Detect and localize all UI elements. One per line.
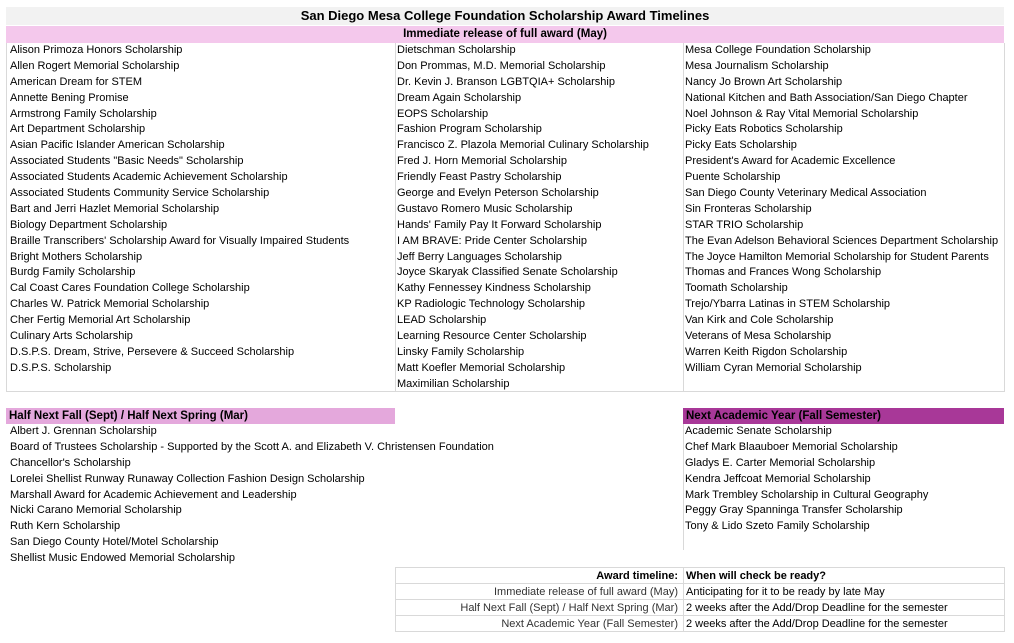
scholarship-item: Thomas and Frances Wong Scholarship [685, 266, 882, 279]
scholarship-item: National Kitchen and Bath Association/San Diego Chapter [685, 91, 968, 104]
grid-line [6, 43, 7, 391]
scholarship-item: Gustavo Romero Music Scholarship [397, 202, 573, 215]
scholarship-item: Gladys E. Carter Memorial Scholarship [685, 456, 876, 469]
scholarship-item: Jeff Berry Languages Scholarship [397, 250, 562, 263]
scholarship-item: STAR TRIO Scholarship [685, 218, 804, 231]
scholarship-item: Bart and Jerri Hazlet Memorial Scholarship [10, 202, 220, 215]
scholarship-item: Dr. Kevin J. Branson LGBTQIA+ Scholarship [397, 75, 615, 88]
scholarship-item: Shellist Music Endowed Memorial Scholarship [10, 552, 235, 565]
scholarship-item: LEAD Scholarship [397, 314, 487, 327]
legend-ready-cell: 2 weeks after the Add/Drop Deadline for the semester [686, 618, 948, 630]
grid-line [683, 43, 684, 391]
legend-table-right [686, 568, 948, 632]
scholarship-item: Lorelei Shellist Runway Runaway Collection Fashion Design Scholarship [10, 472, 365, 485]
scholarship-item: Don Prommas, M.D. Memorial Scholarship [397, 59, 606, 72]
scholarship-item: Maximilian Scholarship [397, 377, 510, 390]
scholarship-item: Learning Resource Center Scholarship [397, 330, 587, 343]
legend-timeline-cell: Next Academic Year (Fall Semester) [501, 618, 678, 630]
scholarship-item: Kendra Jeffcoat Memorial Scholarship [685, 472, 871, 485]
scholarship-item: San Diego County Hotel/Motel Scholarship [10, 536, 219, 549]
scholarship-item: Ruth Kern Scholarship [10, 520, 121, 533]
scholarship-item: Noel Johnson & Ray Vital Memorial Scholarship [685, 107, 919, 120]
immediate-release-header: Immediate release of full award (May) [6, 26, 1004, 43]
scholarship-item: William Cyran Memorial Scholarship [685, 361, 862, 374]
scholarship-item: Associated Students Academic Achievement Scholarship [10, 171, 288, 184]
scholarship-item: Kathy Fennessey Kindness Scholarship [397, 282, 591, 295]
scholarship-item: EOPS Scholarship [397, 107, 489, 120]
scholarship-item: Dietschman Scholarship [397, 44, 516, 56]
scholarship-item: Sin Fronteras Scholarship [685, 202, 812, 215]
scholarship-item: Alison Primoza Honors Scholarship [10, 44, 183, 56]
scholarship-item: Puente Scholarship [685, 171, 781, 184]
scholarship-item: Linsky Family Scholarship [397, 345, 525, 358]
scholarship-item: D.S.P.S. Scholarship [10, 361, 112, 374]
half-list [10, 424, 494, 567]
scholarship-item: Associated Students Community Service Scholarship [10, 187, 270, 200]
scholarship-item: Nancy Jo Brown Art Scholarship [685, 75, 843, 88]
scholarship-item: The Evan Adelson Behavioral Sciences Department Scholarship [685, 234, 999, 247]
legend-ready-cell: Anticipating for it to be ready by late May [686, 586, 885, 598]
scholarship-item: Picky Eats Scholarship [685, 139, 797, 152]
next-academic-year-header: Next Academic Year (Fall Semester) [683, 408, 1004, 424]
scholarship-item: Matt Koefler Memorial Scholarship [397, 361, 566, 374]
scholarship-item: Veterans of Mesa Scholarship [685, 330, 832, 343]
scholarship-item: Art Department Scholarship [10, 123, 146, 136]
scholarship-item: Warren Keith Rigdon Scholarship [685, 345, 848, 358]
scholarship-item: Asian Pacific Islander American Scholarship [10, 139, 225, 152]
grid-line [395, 43, 396, 391]
scholarship-item: President's Award for Academic Excellence [685, 155, 896, 168]
scholarship-item: Tony & Lido Szeto Family Scholarship [685, 520, 870, 533]
scholarship-item: Mark Trembley Scholarship in Cultural Geography [685, 488, 929, 501]
scholarship-item: Hands' Family Pay It Forward Scholarship [397, 218, 602, 231]
scholarship-item: Francisco Z. Plazola Memorial Culinary Scholarship [397, 139, 649, 152]
scholarship-item: Bright Mothers Scholarship [10, 250, 143, 263]
scholarship-item: Charles W. Patrick Memorial Scholarship [10, 298, 210, 311]
scholarship-item: Van Kirk and Cole Scholarship [685, 314, 834, 327]
scholarship-item: American Dream for STEM [10, 75, 143, 88]
scholarship-item: Cal Coast Cares Foundation College Scholarship [10, 282, 250, 295]
scholarship-item: Fashion Program Scholarship [397, 123, 542, 136]
scholarship-item: Burdg Family Scholarship [10, 266, 136, 279]
scholarship-item: Chef Mark Blaauboer Memorial Scholarship [685, 440, 898, 453]
scholarship-item: Marshall Award for Academic Achievement and Leadership [10, 488, 297, 501]
scholarship-item: Nicki Carano Memorial Scholarship [10, 504, 182, 517]
next-year-list [685, 424, 928, 535]
scholarship-item: Annette Bening Promise [10, 91, 129, 104]
scholarship-item: Chancellor's Scholarship [10, 456, 131, 469]
scholarship-item: The Joyce Hamilton Memorial Scholarship for Student Parents [685, 250, 989, 263]
scholarship-item: Albert J. Grennan Scholarship [10, 425, 157, 437]
scholarship-item: Cher Fertig Memorial Art Scholarship [10, 314, 191, 327]
legend-timeline-cell: Immediate release of full award (May) [493, 586, 678, 598]
scholarship-item: Dream Again Scholarship [397, 91, 522, 104]
scholarship-item: Peggy Gray Spanninga Transfer Scholarship [685, 504, 903, 517]
scholarship-item: Joyce Skaryak Classified Senate Scholarship [397, 266, 618, 279]
page-title: San Diego Mesa College Foundation Scholarship Award Timelines [6, 7, 1004, 25]
grid-line [1004, 43, 1005, 391]
scholarship-item: Picky Eats Robotics Scholarship [685, 123, 843, 136]
scholarship-item: Braille Transcribers' Scholarship Award for Visually Impaired Students [10, 234, 350, 247]
scholarship-item: Friendly Feast Pastry Scholarship [397, 171, 562, 184]
legend-check-ready-header: When will check be ready? [686, 570, 826, 582]
scholarship-item: Culinary Arts Scholarship [10, 330, 133, 343]
legend-ready-cell: 2 weeks after the Add/Drop Deadline for the semester [686, 602, 948, 614]
scholarship-item: Toomath Scholarship [685, 282, 788, 295]
scholarship-item: Allen Rogert Memorial Scholarship [10, 59, 180, 72]
half-next-fall-spring-header: Half Next Fall (Sept) / Half Next Spring (Mar) [6, 408, 395, 424]
scholarship-item: Board of Trustees Scholarship - Supported by the Scott A. and Elizabeth V. Christensen Foundation [10, 440, 494, 453]
scholarship-item: Armstrong Family Scholarship [10, 107, 157, 120]
scholarship-item: Trejo/Ybarra Latinas in STEM Scholarship [685, 298, 891, 311]
scholarship-item: I AM BRAVE: Pride Center Scholarship [397, 234, 587, 247]
legend-table-left [460, 568, 678, 632]
immediate-column-1 [10, 43, 349, 377]
scholarship-item: KP Radiologic Technology Scholarship [397, 298, 585, 311]
scholarship-item: D.S.P.S. Dream, Strive, Persevere & Succeed Scholarship [10, 345, 295, 358]
legend-timeline-cell: Half Next Fall (Sept) / Half Next Spring (Mar) [460, 602, 678, 614]
scholarship-item: George and Evelyn Peterson Scholarship [397, 187, 599, 200]
scholarship-item: Associated Students "Basic Needs" Scholarship [10, 155, 244, 168]
grid-line [683, 424, 684, 550]
legend-award-timeline-header: Award timeline: [596, 570, 678, 582]
immediate-column-3 [685, 43, 998, 377]
scholarship-item: Academic Senate Scholarship [685, 425, 832, 437]
immediate-column-2 [397, 43, 649, 393]
scholarship-item: Mesa Journalism Scholarship [685, 59, 829, 72]
scholarship-item: Fred J. Horn Memorial Scholarship [397, 155, 567, 168]
scholarship-item: Mesa College Foundation Scholarship [685, 44, 871, 56]
scholarship-item: Biology Department Scholarship [10, 218, 168, 231]
scholarship-item: San Diego County Veterinary Medical Association [685, 187, 927, 200]
